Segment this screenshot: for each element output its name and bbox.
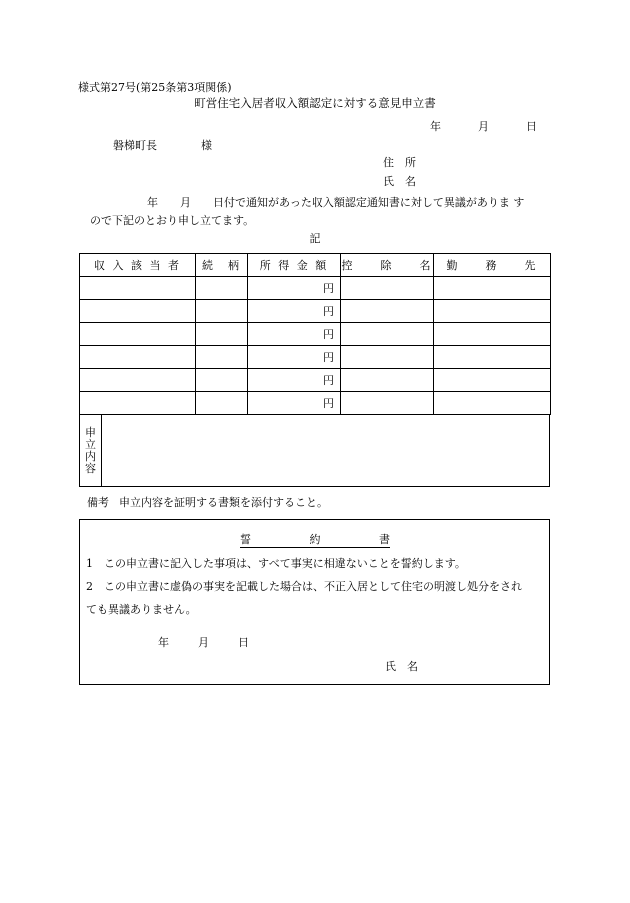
header-relationship: 続 柄 (196, 254, 248, 277)
cell-workplace[interactable] (434, 300, 551, 323)
cell-income-amount[interactable]: 円 (248, 346, 341, 369)
remark-text: 申立内容を証明する書類を添付すること。 (119, 496, 328, 509)
oath-box (79, 519, 550, 685)
oath-name-label: 氏 名 (385, 660, 418, 673)
cell-workplace[interactable] (434, 323, 551, 346)
header-workplace: 勤 務 先 (434, 254, 551, 277)
cell-relationship[interactable] (196, 323, 248, 346)
addressee-honorific: 様 (201, 139, 212, 152)
header-income-person: 収 入 該 当 者 (80, 254, 196, 277)
applicant-name-label: 氏 名 (383, 175, 416, 188)
cell-deduction-name[interactable] (341, 277, 434, 300)
oath-date-month: 月 (198, 636, 209, 649)
addressee (113, 140, 212, 151)
appeal-content-label: 申立内容 (85, 426, 96, 475)
cell-relationship[interactable] (196, 277, 248, 300)
oath-item-1: 1 この申立書に記入した事項は、すべて事実に相違ないことを誓約します。 (86, 557, 466, 570)
cell-relationship[interactable] (196, 369, 248, 392)
table-row (80, 323, 551, 346)
cell-income-person[interactable] (80, 346, 196, 369)
table-row (80, 277, 551, 300)
cell-workplace[interactable] (434, 346, 551, 369)
oath-date (158, 637, 249, 648)
date-year: 年 (430, 120, 441, 133)
cell-workplace[interactable] (434, 369, 551, 392)
cell-income-amount[interactable]: 円 (248, 277, 341, 300)
cell-income-person[interactable] (80, 369, 196, 392)
cell-income-person[interactable] (80, 392, 196, 415)
cell-income-amount[interactable]: 円 (248, 369, 341, 392)
appeal-content-section (79, 415, 550, 487)
cell-relationship[interactable] (196, 392, 248, 415)
table-row (80, 369, 551, 392)
cell-income-person[interactable] (80, 277, 196, 300)
cell-workplace[interactable] (434, 277, 551, 300)
applicant-address-label: 住 所 (383, 156, 416, 169)
remark-label: 備考 (87, 496, 109, 509)
oath-item-2: 2 この申立書に虚偽の事実を記載した場合は、不正入居として住宅の明渡し処分をされ (86, 580, 522, 593)
cell-deduction-name[interactable] (341, 369, 434, 392)
cell-workplace[interactable] (434, 392, 551, 415)
appeal-content-label-cell (80, 415, 102, 486)
income-table (79, 253, 551, 415)
header-income-amount: 所 得 金 額 (248, 254, 341, 277)
body-text-line2: ので下記のとおり申し立てます。 (90, 214, 255, 227)
header-deduction-name: 控 除 名 (341, 254, 434, 277)
cell-deduction-name[interactable] (341, 323, 434, 346)
addressee-name: 磐梯町長 (113, 139, 157, 152)
table-row (80, 392, 551, 415)
oath-date-year: 年 (158, 636, 169, 649)
cell-relationship[interactable] (196, 300, 248, 323)
cell-deduction-name[interactable] (341, 300, 434, 323)
table-header-row (80, 254, 551, 277)
oath-date-day: 日 (238, 636, 249, 649)
body-text-line1: 年 月 日付で通知があった収入額認定通知書に対して異議がありま す (147, 196, 525, 209)
ki-heading: 記 (309, 232, 321, 245)
cell-deduction-name[interactable] (341, 392, 434, 415)
cell-deduction-name[interactable] (341, 346, 434, 369)
document-title: 町営住宅入居者収入額認定に対する意見申立書 (194, 96, 436, 110)
date-month: 月 (478, 120, 489, 133)
cell-income-amount[interactable]: 円 (248, 300, 341, 323)
cell-income-amount[interactable]: 円 (248, 323, 341, 346)
table-row (80, 300, 551, 323)
submission-date (430, 121, 537, 132)
remark (87, 497, 328, 508)
cell-income-person[interactable] (80, 300, 196, 323)
cell-relationship[interactable] (196, 346, 248, 369)
oath-item-2-continued: ても異議ありません。 (86, 603, 197, 616)
oath-title: 誓約書 (240, 533, 390, 546)
form-number: 様式第27号(第25条第3項関係) (78, 81, 232, 94)
cell-income-person[interactable] (80, 323, 196, 346)
date-day: 日 (526, 120, 537, 133)
cell-income-amount[interactable]: 円 (248, 392, 341, 415)
table-row (80, 346, 551, 369)
